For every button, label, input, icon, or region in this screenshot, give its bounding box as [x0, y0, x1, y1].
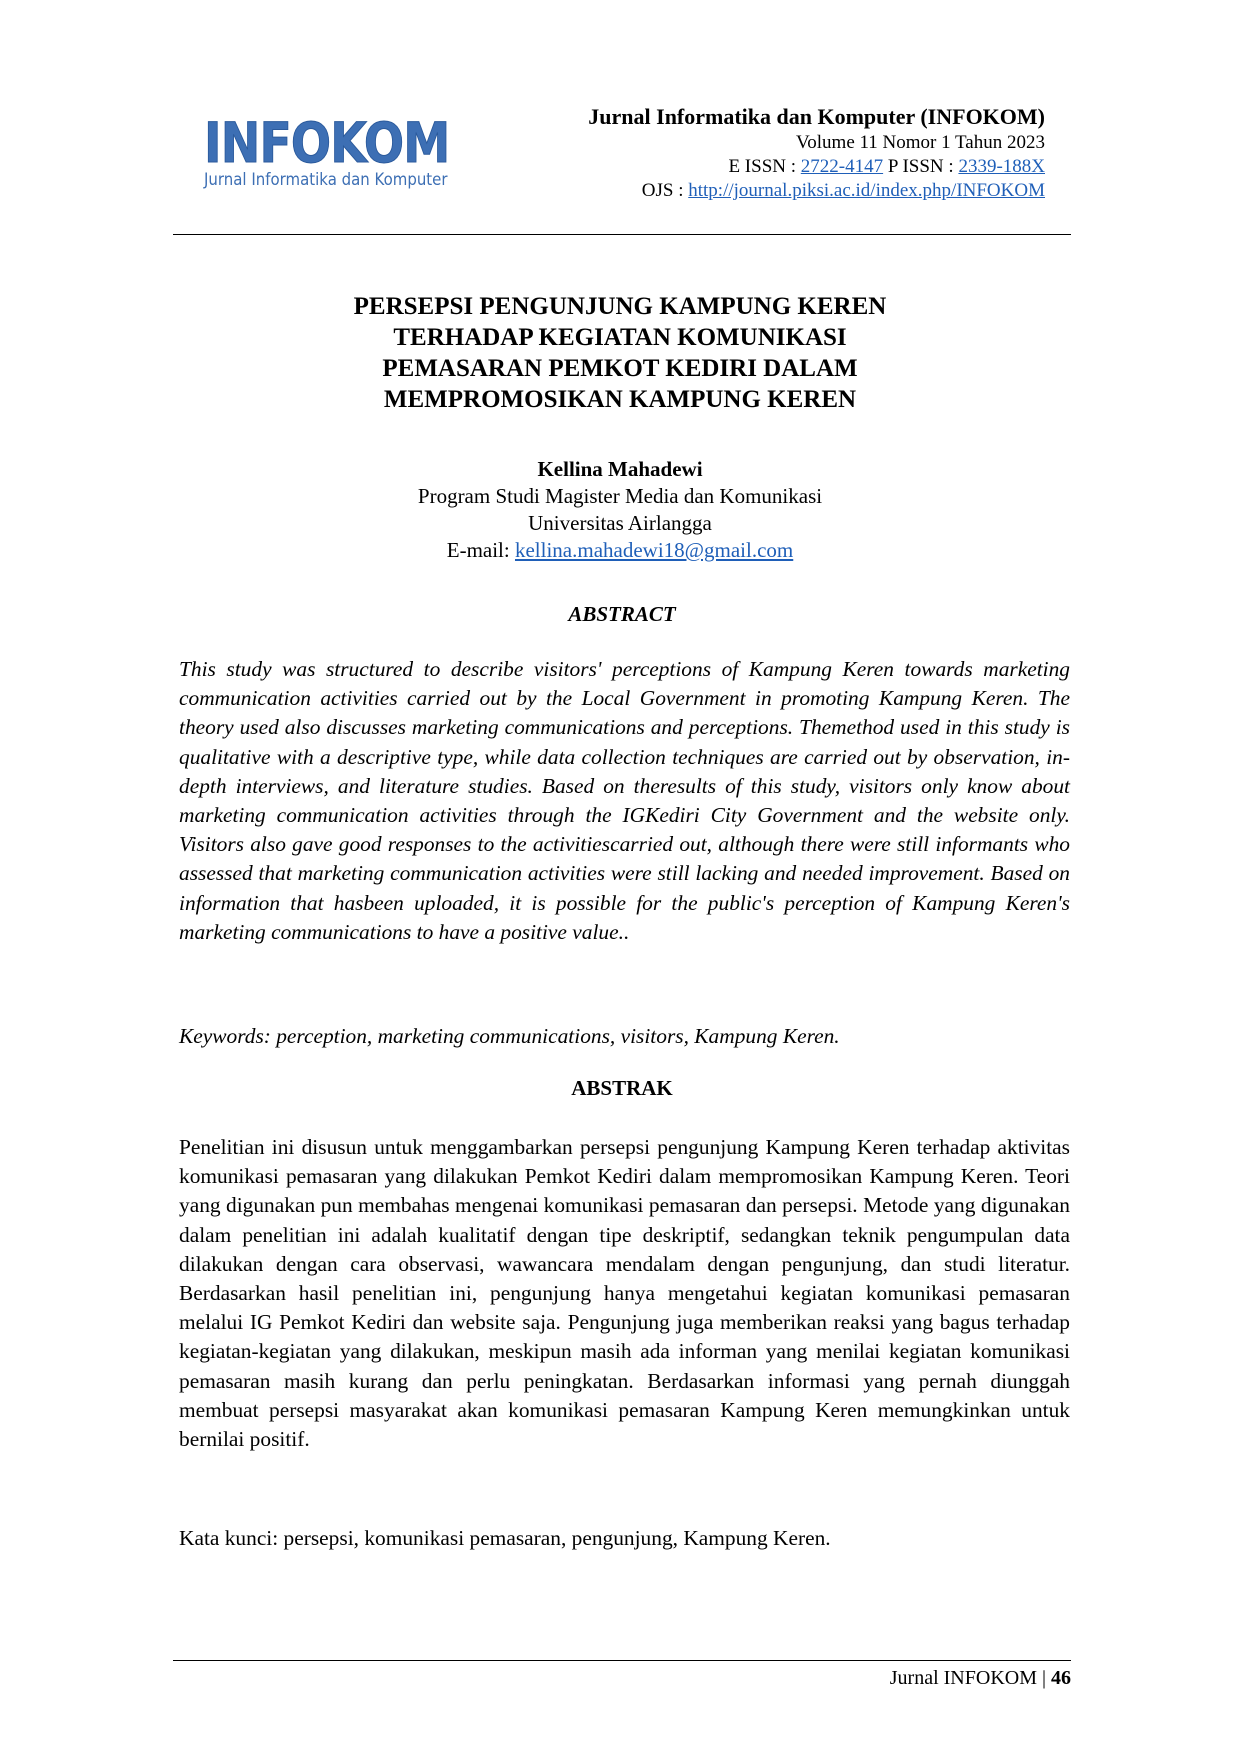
pissn-link[interactable]: 2339-188X	[958, 156, 1045, 177]
abstract-text: This study was structured to describe visitors' perceptions of Kampung Keren towards marketing communication activities carried out by the Local Government in promoting Kampung Keren. The theory used also discusses marketing communications and perceptions. Themethod used in this study is qualitative with a descriptive type, while data collection techniques are carried out by observation, in-depth interviews, and literature studies. Based on theresults of this study, visitors only know about marketing communication activities through the IGKediri City Government and the website only. Visitors also gave good responses to the activitiescarried out, although there were still informants who assessed that marketing communication activities were still lacking and needed improvement. Based on information that hasbeen uploaded, it is possible for the public's perception of Kampung Keren's marketing communications to have a positive value..	[179, 657, 1070, 944]
footer-journal: Jurnal INFOKOM |	[889, 1667, 1051, 1689]
abstrak-keywords: Kata kunci: persepsi, komunikasi pemasaran, pengunjung, Kampung Keren.	[179, 1526, 831, 1550]
title-line: MEMPROMOSIKAN KAMPUNG KEREN	[383, 386, 857, 413]
ojs-link[interactable]: http://journal.piksi.ac.id/index.php/INFOKOM	[688, 180, 1045, 201]
title-line: TERHADAP KEGIATAN KOMUNIKASI	[393, 324, 847, 351]
abstrak-text: Penelitian ini disusun untuk menggambarkan persepsi pengunjung Kampung Keren terhadap aktivitas komunikasi pemasaran yang dilakukan Pemkot Kediri dalam mempromosikan Kampung Keren. Teori yang digunakan pun membahas mengenai komunikasi pemasaran dan persepsi. Metode yang digunakan dalam penelitian ini adalah kualitatif dengan tipe deskriptif, sedangkan teknik pengumpulan data dilakukan dengan cara observasi, wawancara mendalam dengan pengunjung, dan studi literatur. Berdasarkan hasil penelitian ini, pengunjung hanya mengetahui kegiatan komunikasi pemasaran melalui IG Pemkot Kediri dan website saja. Pengunjung juga memberikan reaksi yang bagus terhadap kegiatan-kegiatan yang dilakukan, meskipun masih ada informan yang menilai kegiatan komunikasi pemasaran masih kurang dan perlu peningkatan. Berdasarkan informasi yang pernah diunggah membuat persepsi masyarakat akan komunikasi pemasaran Kampung Keren memungkinkan untuk bernilai positif.	[179, 1135, 1070, 1452]
author-email-line	[260, 537, 980, 564]
abstrak-heading: ABSTRAK	[571, 1076, 673, 1100]
author-email-link[interactable]: kellina.mahadewi18@gmail.com	[514, 538, 794, 562]
journal-volume: Volume 11 Nomor 1 Tahun 2023	[795, 132, 1045, 153]
paper-title	[260, 291, 980, 415]
title-line: PERSEPSI PENGUNJUNG KAMPUNG KEREN	[353, 293, 887, 320]
journal-name: Jurnal Informatika dan Komputer (INFOKOM)	[588, 104, 1045, 129]
page-footer	[890, 1667, 1071, 1690]
issn-line	[588, 155, 1045, 179]
abstract-keywords: Keywords: perception, marketing communications, visitors, Kampung Keren.	[179, 1024, 840, 1048]
footer-divider	[173, 1660, 1071, 1661]
pissn-label: P ISSN :	[883, 156, 959, 177]
email-label: E-mail:	[446, 538, 515, 562]
journal-header	[588, 103, 1045, 203]
logo-wordmark: INFOKOM	[204, 111, 450, 175]
page-number: 46	[1051, 1667, 1071, 1689]
logo-subtitle: Jurnal Informatika dan Komputer	[204, 170, 448, 190]
journal-logo	[204, 111, 450, 194]
author-university: Universitas Airlangga	[528, 511, 712, 535]
author-block	[260, 456, 980, 564]
abstract-heading: ABSTRACT	[568, 602, 676, 626]
eissn-link[interactable]: 2722-4147	[800, 156, 884, 177]
header-divider	[173, 234, 1071, 235]
title-line: PEMASARAN PEMKOT KEDIRI DALAM	[382, 355, 858, 382]
ojs-line	[588, 179, 1045, 203]
ojs-label: OJS :	[641, 180, 689, 201]
author-name: Kellina Mahadewi	[537, 457, 703, 481]
author-program: Program Studi Magister Media dan Komunikasi	[417, 484, 823, 508]
eissn-label: E ISSN :	[728, 156, 801, 177]
